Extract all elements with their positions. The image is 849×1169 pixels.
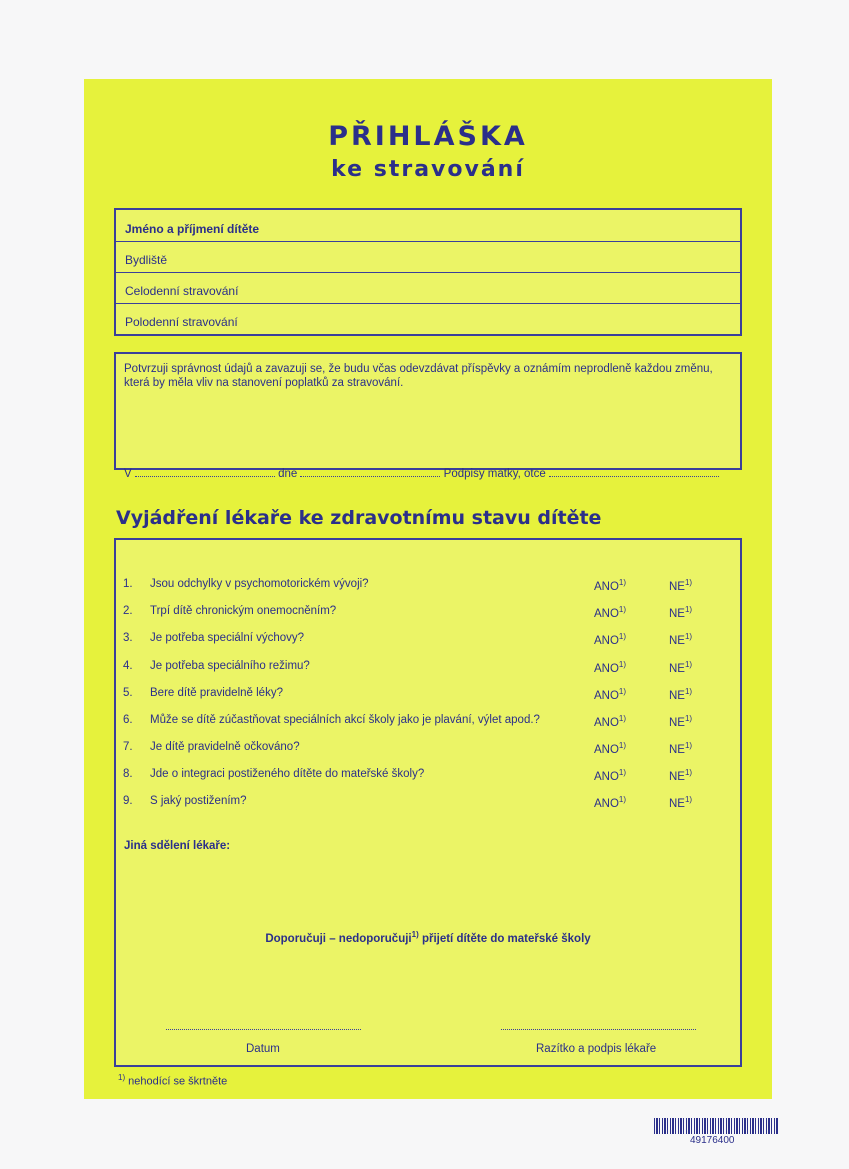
- question-text: Bere dítě pravidelně léky?: [150, 687, 283, 699]
- date-label: dne: [278, 468, 298, 480]
- ne-option[interactable]: NE$^{1)}$: [669, 687, 693, 702]
- ne-option[interactable]: NE$^{1)}$: [669, 578, 693, 593]
- other-notes-label: Jiná sdělení lékaře:: [124, 840, 231, 852]
- question-number: 5.: [123, 687, 133, 699]
- barcode-number: 49176400: [690, 1135, 735, 1146]
- ne-option[interactable]: NE$^{1)}$: [669, 768, 693, 783]
- question-number: 1.: [123, 578, 133, 590]
- signature-line: [124, 466, 732, 480]
- ano-option[interactable]: ANO$^{1)}$: [594, 741, 627, 756]
- ano-option[interactable]: ANO$^{1)}$: [594, 632, 627, 647]
- question-text: Je dítě pravidelně očkováno?: [150, 741, 300, 753]
- field-full-day-meals[interactable]: [116, 273, 740, 304]
- question-number: 2.: [123, 605, 133, 617]
- place-label: V: [124, 468, 132, 480]
- question-row: [116, 632, 740, 652]
- ne-option[interactable]: NE$^{1)}$: [669, 632, 693, 647]
- ano-option[interactable]: ANO$^{1)}$: [594, 795, 627, 810]
- form-sheet: [84, 79, 772, 1099]
- form-title: PŘIHLÁŠKA: [328, 121, 528, 152]
- question-text: Jsou odchylky v psychomotorickém vývoji?: [150, 578, 369, 590]
- question-text: Je potřeba speciálního režimu?: [150, 660, 310, 672]
- stamp-signature-line[interactable]: [501, 1028, 696, 1030]
- question-number: 8.: [123, 768, 133, 780]
- field-half-day-meals[interactable]: [116, 304, 740, 334]
- field-label: Polodenní stravování: [125, 315, 238, 329]
- form-subtitle: ke stravování: [331, 157, 525, 182]
- question-number: 6.: [123, 714, 133, 726]
- doctor-box: [114, 538, 742, 1067]
- field-address[interactable]: [116, 242, 740, 273]
- ano-option[interactable]: ANO$^{1)}$: [594, 768, 627, 783]
- question-row: [116, 660, 740, 680]
- question-row: [116, 741, 740, 761]
- recommendation[interactable]: Doporučuji – nedoporučuji$^{1)}$ přijetí dítěte do mateřské školy: [265, 930, 591, 945]
- footnote: $^{1)}$ nehodící se škrtněte: [118, 1073, 228, 1088]
- question-text: Může se dítě zúčastňovat speciálních akcí školy jako je plavání, výlet apod.?: [150, 714, 540, 726]
- field-label: Celodenní stravování: [125, 284, 239, 298]
- date-signature-line[interactable]: [166, 1028, 361, 1030]
- question-number: 4.: [123, 660, 133, 672]
- question-row: [116, 768, 740, 788]
- field-child-name[interactable]: [116, 210, 740, 242]
- ne-option[interactable]: NE$^{1)}$: [669, 605, 693, 620]
- doctor-date-label: Datum: [246, 1043, 280, 1055]
- date-input[interactable]: [300, 466, 440, 477]
- question-row: [116, 605, 740, 625]
- ano-option[interactable]: ANO$^{1)}$: [594, 714, 627, 729]
- child-info-box: [114, 208, 742, 336]
- doctor-stamp-label: Razítko a podpis lékaře: [536, 1043, 657, 1055]
- ne-option[interactable]: NE$^{1)}$: [669, 741, 693, 756]
- signature-input[interactable]: [549, 466, 719, 477]
- question-row: [116, 578, 740, 598]
- ne-option[interactable]: NE$^{1)}$: [669, 714, 693, 729]
- question-number: 7.: [123, 741, 133, 753]
- question-number: 3.: [123, 632, 133, 644]
- doctor-section-title: Vyjádření lékaře ke zdravotnímu stavu dítěte: [116, 507, 602, 529]
- question-text: Trpí dítě chronickým onemocněním?: [150, 605, 337, 617]
- question-row: [116, 795, 740, 815]
- place-input[interactable]: [135, 466, 275, 477]
- question-row: [116, 714, 740, 734]
- question-row: [116, 687, 740, 707]
- field-label: Jméno a příjmení dítěte: [125, 222, 260, 236]
- question-number: 9.: [123, 795, 133, 807]
- field-label: Bydliště: [125, 253, 168, 267]
- ano-option[interactable]: ANO$^{1)}$: [594, 660, 627, 675]
- barcode-icon: [654, 1118, 778, 1134]
- ne-option[interactable]: NE$^{1)}$: [669, 795, 693, 810]
- question-text: S jaký postižením?: [150, 795, 247, 807]
- ano-option[interactable]: ANO$^{1)}$: [594, 578, 627, 593]
- signature-label: Podpisy matky, otce: [443, 468, 546, 480]
- ano-option[interactable]: ANO$^{1)}$: [594, 605, 627, 620]
- question-text: Je potřeba speciální výchovy?: [150, 632, 305, 644]
- declaration-text: Potvrzuji správnost údajů a zavazuji se, že budu včas odevzdávat příspěvky a oznámím neprodleně každou změnu, která by měla vliv na stanovení poplatků za stravování.: [124, 363, 713, 389]
- ne-option[interactable]: NE$^{1)}$: [669, 660, 693, 675]
- ano-option[interactable]: ANO$^{1)}$: [594, 687, 627, 702]
- declaration-box: [114, 352, 742, 480]
- question-text: Jde o integraci postiženého dítěte do mateřské školy?: [150, 768, 425, 780]
